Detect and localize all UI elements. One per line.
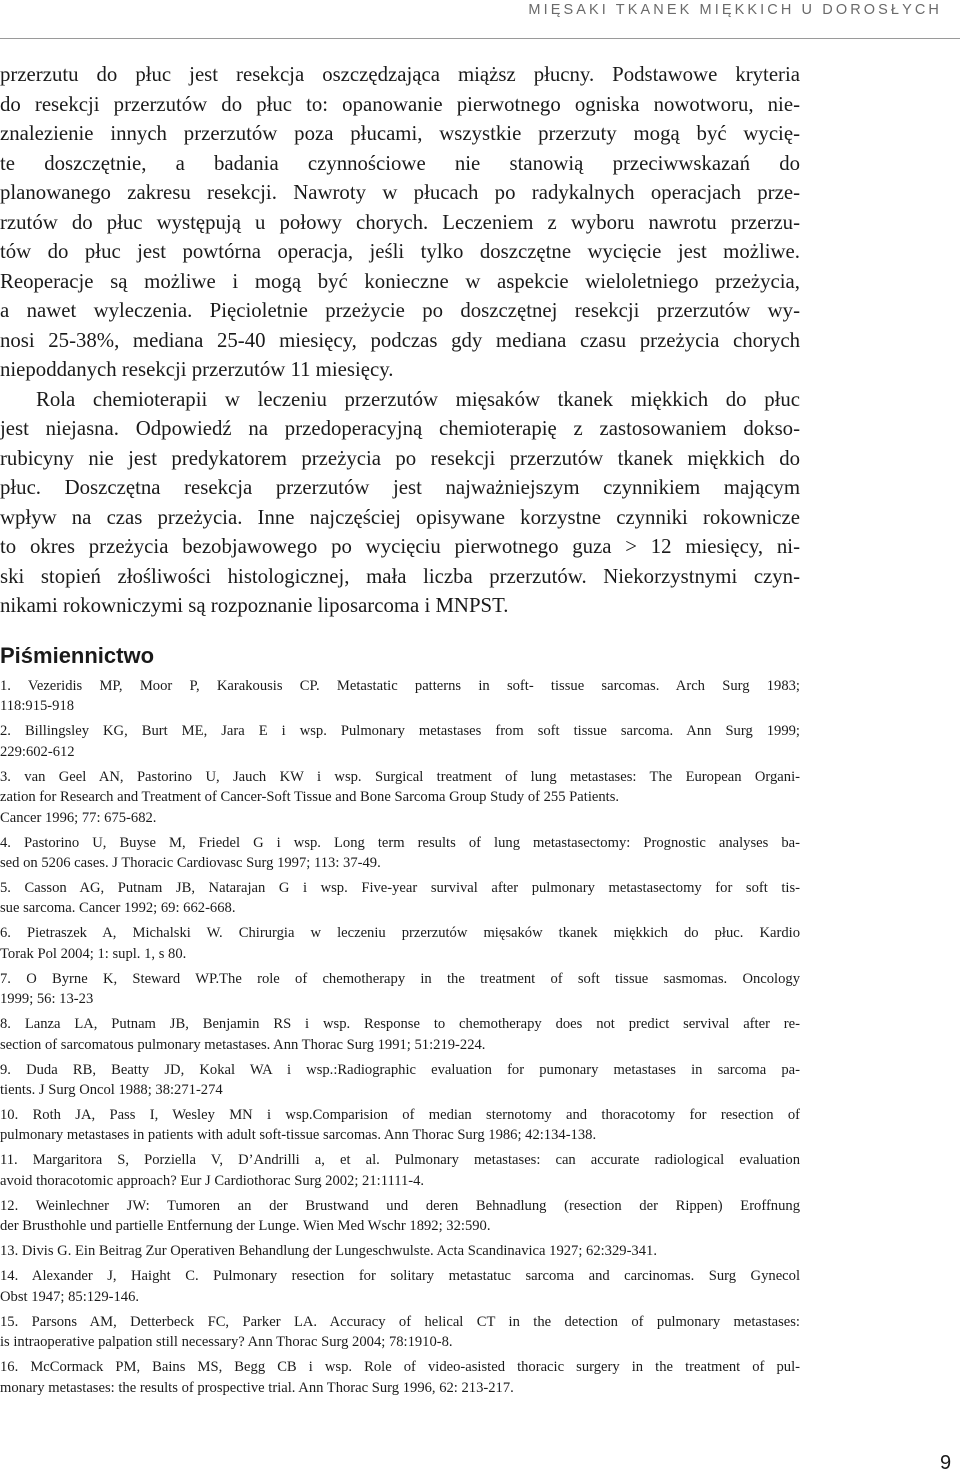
reference-line: avoid thoracotomic approach? Eur J Cardiothorac Surg 2002; 21:1111-4.	[0, 1172, 425, 1189]
reference-line: tients. J Surg Oncol 1988; 38:271-274	[0, 1082, 223, 1099]
reference-item	[0, 1312, 800, 1353]
reference-line: 118:915-918	[0, 698, 75, 715]
reference-line: zation for Research and Treatment of Cancer-Soft Tissue and Bone Sarcoma Group Study of 255 Patients.	[0, 789, 620, 806]
reference-line: 14. Alexander J, Haight C. Pulmonary resection for solitary metastatuc sarcoma and carcinomas. Surg Gynecol	[0, 1268, 800, 1285]
reference-line: 8. Lanza LA, Putnam JB, Benjamin RS i wsp. Response to chemotherapy does not predict servival after re-	[0, 1016, 800, 1033]
reference-line: 3. van Geel AN, Pastorino U, Jauch KW i wsp. Surgical treatment of lung metastases: The European Organi-	[0, 768, 800, 785]
text-line: przerzutu do płuc jest resekcja oszczędzająca miąższ płucny. Podstawowe kryteria	[0, 63, 800, 86]
paragraph-1	[0, 60, 800, 385]
reference-line: 2. Billingsley KG, Burt ME, Jara E i wsp. Pulmonary metastases from soft tissue sarcoma. Ann Surg 1999;	[0, 723, 800, 740]
reference-line: 229:602-612	[0, 743, 75, 760]
reference-item	[0, 1060, 800, 1101]
reference-item	[0, 1266, 800, 1307]
reference-line: 1999; 56: 13-23	[0, 991, 94, 1008]
text-line: Rola chemioterapii w leczeniu przerzutów mięsaków tkanek miękkich do płuc	[36, 387, 800, 411]
running-header-title: MIĘSAKI TKANEK MIĘKKICH U DOROSŁYCH	[528, 2, 942, 18]
reference-line: monary metastases: the results of prospective trial. Ann Thorac Surg 1996, 62: 213-217.	[0, 1379, 514, 1396]
text-line: ski stopień złośliwości histologicznej, mała liczba przerzutów. Niekorzystnymi czyn-	[0, 564, 800, 588]
text-line: znalezienie innych przerzutów poza płucami, wszystkie przerzuty mogą być wycię-	[0, 122, 800, 145]
reference-item	[0, 923, 800, 964]
text-line: Reoperacje są możliwe i mogą być konieczne w aspekcie wieloletniego przeżycia,	[0, 269, 800, 293]
reference-item	[0, 1357, 800, 1398]
reference-item	[0, 969, 800, 1010]
reference-line: der Brusthohle und partielle Entfernung der Lunge. Wien Med Wschr 1892; 32:590.	[0, 1218, 491, 1235]
reference-line: 7. O Byrne K, Steward WP.The role of chemotherapy in the treatment of soft tissue sasmomas. Oncology	[0, 970, 800, 987]
text-line: płuc. Doszczętna resekcja przerzutów jest najważniejszym czynnikiem mającym	[0, 476, 800, 499]
text-line: te doszczętnie, a badania czynnościowe nie stanowią przeciwwskazań do	[0, 151, 800, 175]
reference-line: 12. Weinlechner JW: Tumoren an der Brustwand und deren Behnadlung (resection der Rippen) Eroffnung	[0, 1197, 800, 1214]
reference-line: 5. Casson AG, Putnam JB, Natarajan G i wsp. Five-year survival after pulmonary metastasectomy for soft tis-	[0, 880, 800, 897]
reference-item	[0, 1150, 800, 1191]
header-rule	[0, 38, 960, 39]
reference-line: 6. Pietraszek A, Michalski W. Chirurgia w leczeniu przerzutów mięsaków tkanek miękkich do płuc. Kardio	[0, 925, 800, 942]
bibliography-heading: Piśmiennictwo	[0, 643, 155, 668]
reference-line: Torak Pol 2004; 1: supl. 1, s 80.	[0, 945, 187, 962]
reference-line: 15. Parsons AM, Detterbeck FC, Parker LA. Accuracy of helical CT in the detection of pulmonary metastases:	[0, 1313, 800, 1330]
reference-line: 16. McCormack PM, Bains MS, Begg CB i wsp. Role of video-asisted thoracic surgery in the treatment of pul-	[0, 1359, 800, 1376]
paragraph-2	[0, 385, 800, 621]
reference-line: 1. Vezeridis MP, Moor P, Karakousis CP. Metastatic patterns in soft- tissue sarcomas. Arch Surg 1983;	[0, 678, 800, 694]
reference-item	[0, 833, 800, 874]
reference-line: 10. Roth JA, Pass I, Wesley MN i wsp.Comparision of median sternotomy and thoracotomy for resection of	[0, 1107, 800, 1124]
reference-line: 9. Duda RB, Beatty JD, Kokal WA i wsp.:Radiographic evaluation for pumonary metastases in sarcoma pa-	[0, 1061, 800, 1078]
reference-item	[0, 1241, 800, 1261]
reference-line: Obst 1947; 85:129-146.	[0, 1288, 140, 1305]
reference-line: 4. Pastorino U, Buyse M, Friedel G i wsp. Long term results of lung metastasectomy: Prognostic analyses ba-	[0, 834, 800, 851]
reference-item	[0, 767, 800, 828]
reference-line: 13. Divis G. Ein Beitrag Zur Operativen Behandlung der Lungeschwulste. Acta Scandinavica 1927; 62:329-341.	[0, 1243, 657, 1260]
reference-line: sed on 5206 cases. J Thoracic Cardiovasc Surg 1997; 113: 37-49.	[0, 855, 381, 872]
text-line: tów do płuc jest powtórna operacja, jeśli tylko doszczętne wycięcie jest możliwe.	[0, 240, 800, 263]
text-line: wpływ na czas przeżycia. Inne najczęściej opisywane korzystne czynniki rokownicze	[0, 505, 800, 529]
reference-item	[0, 721, 800, 762]
reference-line: Cancer 1996; 77: 675-682.	[0, 809, 157, 826]
text-line: rzutów do płuc występują u połowy chorych. Leczeniem z wyboru nawrotu przerzu-	[0, 210, 800, 234]
reference-line: section of sarcomatous pulmonary metastases. Ann Thorac Surg 1991; 51:219-224.	[0, 1036, 486, 1053]
article-body	[0, 60, 800, 621]
text-line: do resekcji przerzutów do płuc to: opanowanie pierwotnego ogniska nowotworu, nie-	[0, 92, 800, 116]
page-number: 9	[940, 1452, 952, 1474]
text-line: to okres przeżycia bezobjawowego po wycięciu pierwotnego guza > 12 miesięcy, ni-	[0, 535, 800, 558]
text-line: nikami rokowniczymi są rozpoznanie liposarcoma i MNPST.	[0, 594, 509, 617]
reference-line: 11. Margaritora S, Porziella V, D’Andrilli a, et al. Pulmonary metastases: can accurate radiological evaluation	[0, 1152, 800, 1169]
text-line: jest niejasna. Odpowiedź na przedoperacyjną chemioterapię z zastosowaniem dokso-	[0, 417, 800, 440]
reference-line: sue sarcoma. Cancer 1992; 69: 662-668.	[0, 900, 236, 917]
reference-item	[0, 676, 800, 717]
reference-item	[0, 878, 800, 919]
text-line: a nawet wyleczenia. Pięcioletnie przeżycie po doszczętnej resekcji przerzutów wy-	[0, 299, 800, 322]
text-line: nosi 25-38%, mediana 25-40 miesięcy, podczas gdy mediana czasu przeżycia chorych	[0, 328, 800, 352]
text-line: rubicyny nie jest predykatorem przeżycia po resekcji przerzutów tkanek miękkich do	[0, 446, 800, 470]
reference-line: pulmonary metastases in patients with adult soft-tissue sarcomas. Ann Thorac Surg 1986; 42:134-138.	[0, 1127, 597, 1144]
reference-item	[0, 1196, 800, 1237]
reference-item	[0, 1105, 800, 1146]
reference-item	[0, 1014, 800, 1055]
text-line: planowanego zakresu resekcji. Nawroty w płucach po radykalnych operacjach prze-	[0, 181, 800, 204]
reference-line: is intraoperative palpation still necessary? Ann Thorac Surg 2004; 78:1910-8.	[0, 1334, 453, 1351]
text-line: niepoddanych resekcji przerzutów 11 miesięcy.	[0, 358, 394, 381]
reference-list	[0, 676, 800, 1403]
